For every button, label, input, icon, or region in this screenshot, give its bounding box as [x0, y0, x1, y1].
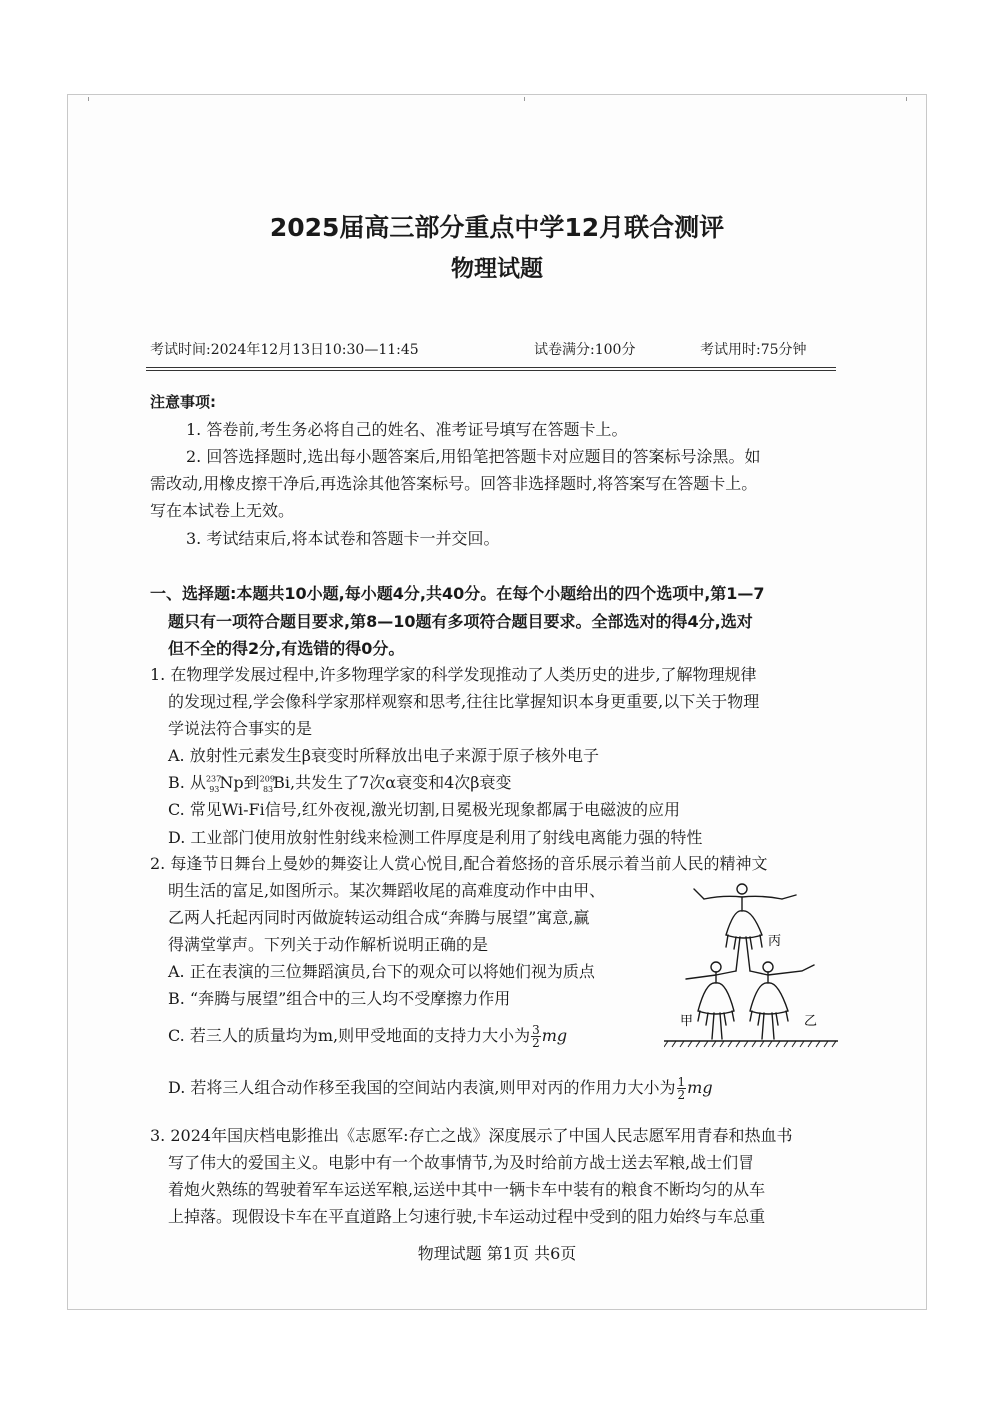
question-2-stem: 2. 每逢节日舞台上曼妙的舞姿让人赏心悦目,配合着悠扬的音乐展示着当前人民的精神文: [150, 854, 768, 873]
question-1-option-a: A. 放射性元素发生β衰变时所释放出电子来源于原子核外电子: [168, 746, 599, 765]
scan-mark: [906, 97, 907, 101]
exam-title: 2025届高三部分重点中学12月联合测评: [269, 213, 725, 242]
scan-mark: [88, 97, 89, 101]
scan-mark: [524, 97, 525, 101]
exam-time: 考试时间:2024年12月13日10:30—11:45: [150, 342, 419, 358]
question-2-option-d: D. 若将三人组合动作移至我国的空间站内表演,则甲对丙的作用力大小为 $\frac{1}{2}$ mg: [168, 1075, 713, 1102]
section-instruction: 一、选择题:本题共10小题,每小题4分,共40分。在每个小题给出的四个选项中,第1—7: [150, 584, 765, 603]
notice-heading: 注意事项:: [150, 393, 216, 411]
header-rule: [146, 370, 836, 371]
notice-item: 写在本试卷上无效。: [150, 501, 295, 520]
notice-item: 需改动,用橡皮擦干净后,再选涂其他答案标号。回答非选择题时,将答案写在答题卡上。: [150, 474, 758, 493]
notice-item: 1. 答卷前,考生务必将自己的姓名、准考证号填写在答题卡上。: [186, 420, 628, 439]
question-2-option-c: C. 若三人的质量均为m,则甲受地面的支持力大小为 $\frac{3}{2}$ mg: [168, 1023, 568, 1050]
question-3-stem: 写了伟大的爱国主义。电影中有一个故事情节,为及时给前方战士送去军粮,战士们冒: [168, 1153, 755, 1172]
section-instruction: 题只有一项符合题目要求,第8—10题有多项符合题目要求。全部选对的得4分,选对: [168, 612, 753, 631]
fraction: $\frac{1}{2}$: [677, 1075, 686, 1102]
exam-duration: 考试用时:75分钟: [700, 342, 807, 358]
question-1-option-d: D. 工业部门使用放射性射线来检测工件厚度是利用了射线电离能力强的特性: [168, 828, 703, 847]
header-rule: [146, 367, 836, 368]
question-2-stem: 乙两人托起丙同时丙做旋转运动组合成“奔腾与展望”寓意,赢: [168, 908, 590, 927]
question-2-stem: 明生活的富足,如图所示。某次舞蹈收尾的高难度动作中由甲、: [168, 881, 606, 900]
dancers-figure: [664, 875, 838, 1053]
question-1-option-b: B. 从$^{237}_{93}$Np到$^{209}_{83}$Bi,共发生了7次α衰变和4次β衰变: [168, 773, 512, 795]
question-2-option-a: A. 正在表演的三位舞蹈演员,台下的观众可以将她们视为质点: [168, 962, 595, 981]
question-3-stem: 着炮火熟练的驾驶着军车运送军粮,运送中其中一辆卡车中装有的粮食不断均匀的从车: [168, 1180, 766, 1199]
question-1-stem: 1. 在物理学发展过程中,许多物理学家的科学发现推动了人类历史的进步,了解物理规律: [150, 665, 757, 684]
page-footer: 物理试题 第1页 共6页: [417, 1244, 577, 1263]
exam-sheet: [67, 94, 927, 1310]
label-bing: 丙: [768, 934, 782, 949]
question-1-option-c: C. 常见Wi-Fi信号,红外夜视,激光切割,日冕极光现象都属于电磁波的应用: [168, 800, 681, 819]
question-3-stem: 3. 2024年国庆档电影推出《志愿军:存亡之战》深度展示了中国人民志愿军用青春和热血书: [150, 1126, 793, 1145]
question-2-stem: 得满堂掌声。下列关于动作解析说明正确的是: [168, 935, 489, 954]
question-1-stem: 学说法符合事实的是: [168, 719, 313, 738]
label-yi: 乙: [804, 1014, 818, 1029]
question-2-option-b: B. “奔腾与展望”组合中的三人均不受摩擦力作用: [168, 989, 511, 1008]
notice-item: 2. 回答选择题时,选出每小题答案后,用铅笔把答题卡对应题目的答案标号涂黑。如: [186, 447, 761, 466]
notice-item: 3. 考试结束后,将本试卷和答题卡一并交回。: [186, 529, 500, 548]
question-3-stem: 上掉落。现假设卡车在平直道路上匀速行驶,卡车运动过程中受到的阻力始终与车总重: [168, 1207, 766, 1226]
exam-subject: 物理试题: [451, 256, 543, 282]
fraction: $\frac{3}{2}$: [532, 1023, 540, 1050]
question-1-stem: 的发现过程,学会像科学家那样观察和思考,往往比掌握知识本身更重要,以下关于物理: [168, 692, 760, 711]
label-jia: 甲: [680, 1014, 694, 1029]
section-instruction: 但不全的得2分,有选错的得0分。: [168, 639, 405, 658]
full-score: 试卷满分:100分: [534, 342, 636, 358]
